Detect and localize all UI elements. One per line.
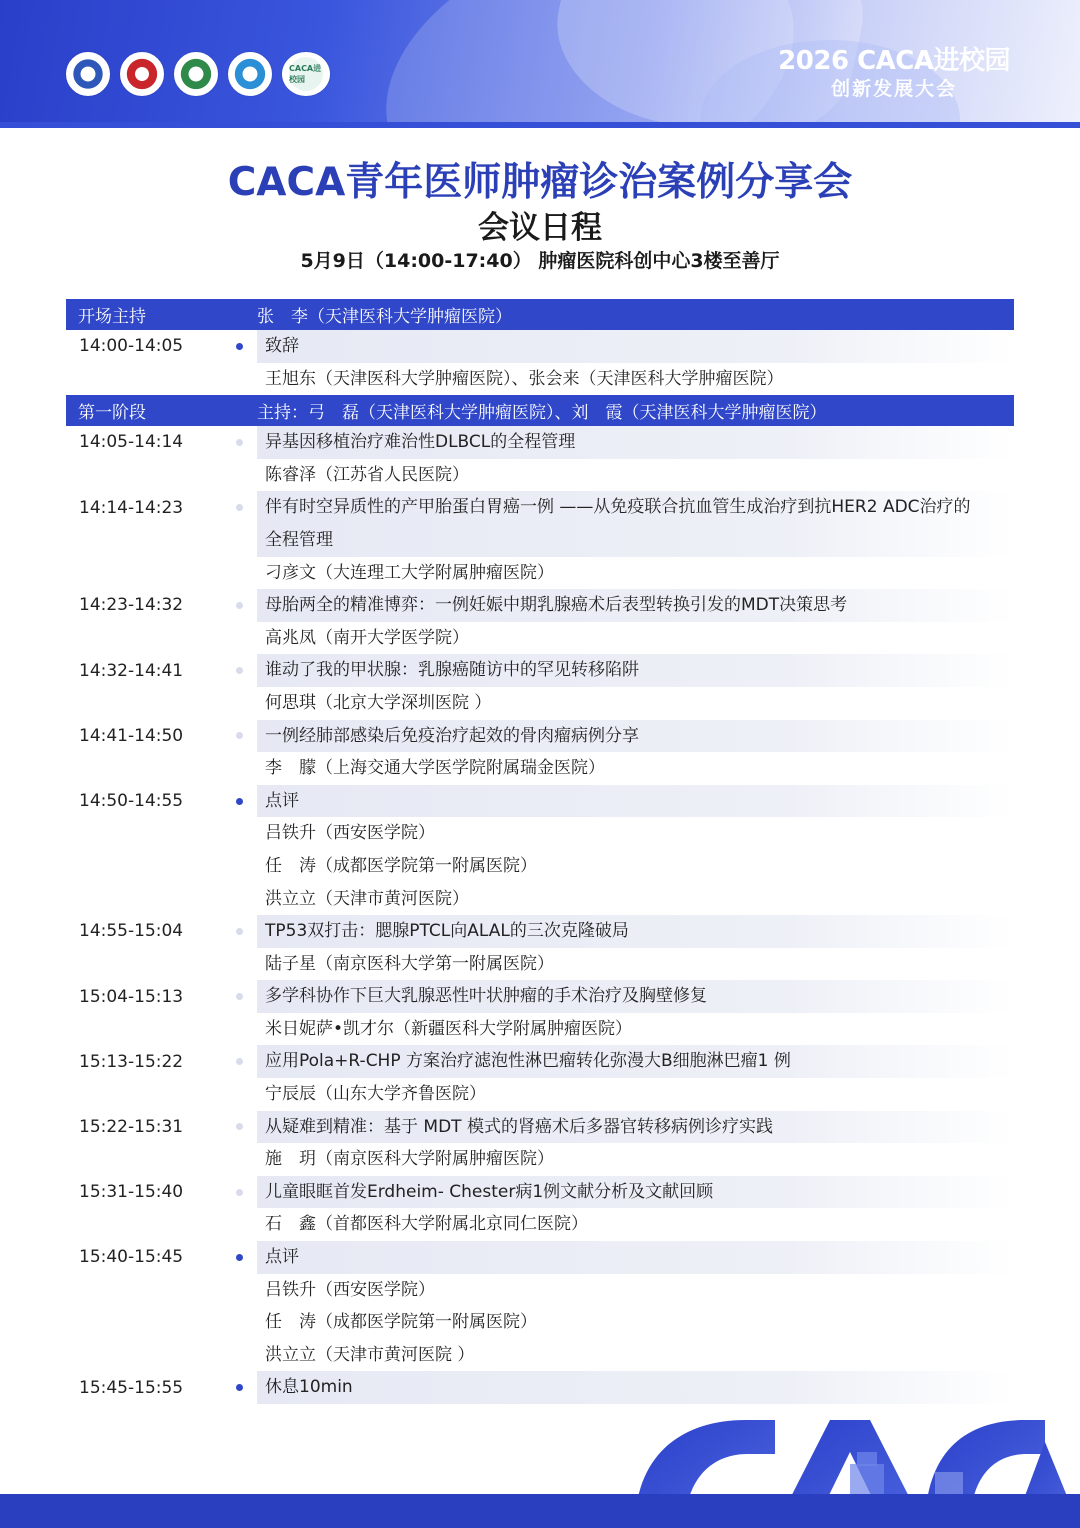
timeline-dot-icon xyxy=(236,504,243,511)
speaker-name: 李 朦（上海交通大学医学院附属瑞金医院） xyxy=(265,758,605,779)
agenda-item xyxy=(66,426,1014,459)
agenda-topic: 多学科协作下巨大乳腺恶性叶状肿瘤的手术治疗及胸壁修复 xyxy=(257,980,1014,1013)
caca-circle-logo xyxy=(228,52,272,96)
speaker-row xyxy=(66,850,1014,883)
date-venue: 5月9日（14:00-17:40） 肿瘤医院科创中心3楼至善厅 xyxy=(300,250,780,272)
speaker-name: 洪立立（天津市黄河医院） xyxy=(265,888,469,909)
speaker-name: 陆子星（南京医科大学第一附属医院） xyxy=(265,953,554,974)
speaker-row xyxy=(66,1143,1014,1176)
agenda-time: 15:13-15:22 xyxy=(79,1051,184,1072)
speaker-row xyxy=(66,557,1014,590)
footer-bar xyxy=(0,1494,1080,1528)
agenda-item xyxy=(66,589,1014,622)
hospital-seal-green-logo xyxy=(174,52,218,96)
agenda-time: 14:00-14:05 xyxy=(79,336,184,357)
section-name: 第一阶段 xyxy=(78,403,146,424)
agenda-topic: 母胎两全的精准博弈：一例妊娠中期乳腺癌术后表型转换引发的MDT决策思考 xyxy=(257,589,1014,622)
speaker-name: 任 涛（成都医学院第一附属医院） xyxy=(265,855,537,876)
timeline-dot-icon xyxy=(236,439,243,446)
speaker-row xyxy=(66,687,1014,720)
tianjin-medical-university-logo xyxy=(66,52,110,96)
timeline-dot-icon xyxy=(236,1123,243,1130)
brand-line-2: 创新发展大会 xyxy=(831,78,958,100)
agenda-item xyxy=(66,915,1014,948)
speaker-row xyxy=(66,459,1014,492)
agenda-time: 14:14-14:23 xyxy=(79,497,184,518)
brand-line-1: 2026 CACA进校园 xyxy=(778,46,1010,76)
agenda-item xyxy=(66,654,1014,687)
agenda-item xyxy=(66,980,1014,1013)
agenda-item xyxy=(66,1241,1014,1274)
section-host: 主持：弓 磊（天津医科大学肿瘤医院）、刘 霞（天津医科大学肿瘤医院） xyxy=(257,403,827,424)
speaker-row xyxy=(66,363,1014,396)
agenda-item xyxy=(66,1371,1014,1404)
speaker-name: 陈睿泽（江苏省人民医院） xyxy=(265,464,469,485)
speaker-name: 石 鑫（首都医科大学附属北京同仁医院） xyxy=(265,1214,588,1235)
event-brand xyxy=(778,46,1010,102)
hospital-seal-red-logo xyxy=(120,52,164,96)
agenda-time: 15:40-15:45 xyxy=(79,1247,184,1268)
speaker-name: 吕铁升（西安医学院） xyxy=(265,823,435,844)
page-subtitle: 会议日程 xyxy=(478,210,602,246)
timeline-dot-icon xyxy=(236,1384,243,1391)
section-name: 开场主持 xyxy=(78,307,146,327)
header-banner xyxy=(0,0,1080,128)
timeline-dot-icon xyxy=(236,1058,243,1065)
agenda-time: 14:41-14:50 xyxy=(79,725,184,746)
timeline-dot-icon xyxy=(236,667,243,674)
section-entries xyxy=(66,426,1014,1404)
agenda-time: 14:32-14:41 xyxy=(79,660,184,681)
speaker-name: 何思琪（北京大学深圳医院 ） xyxy=(265,692,492,713)
speaker-row xyxy=(66,948,1014,981)
page-title: CACA青年医师肿瘤诊治案例分享会 xyxy=(227,160,853,205)
section-entries xyxy=(66,330,1014,395)
speaker-name: 米日妮萨•凯才尔（新疆医科大学附属肿瘤医院） xyxy=(265,1018,633,1039)
timeline-dot-icon xyxy=(236,798,243,805)
agenda-topic: 伴有时空异质性的产甲胎蛋白胃癌一例 ——从免疫联合抗血管生成治疗到抗HER2 ADC治疗的 xyxy=(257,491,1014,524)
speaker-row xyxy=(66,817,1014,850)
speaker-row xyxy=(66,1208,1014,1241)
speaker-name: 施 玥（南京医科大学附属肿瘤医院） xyxy=(265,1149,554,1170)
section-header xyxy=(66,299,1014,330)
agenda-item xyxy=(66,720,1014,753)
section-host: 张 李（天津医科大学肿瘤医院） xyxy=(257,307,512,327)
timeline-dot-icon xyxy=(236,343,243,350)
speaker-name: 宁辰辰（山东大学齐鲁医院） xyxy=(265,1084,486,1105)
speaker-row xyxy=(66,1339,1014,1372)
timeline-dot-icon xyxy=(236,928,243,935)
agenda-item xyxy=(66,491,1014,524)
agenda-time: 15:22-15:31 xyxy=(79,1116,184,1137)
agenda-item xyxy=(66,785,1014,818)
speaker-name: 吕铁升（西安医学院） xyxy=(265,1279,435,1300)
speaker-row xyxy=(66,1013,1014,1046)
agenda-item xyxy=(66,1111,1014,1144)
agenda-topic-continued xyxy=(66,524,1014,557)
agenda-topic: 一例经肺部感染后免疫治疗起效的骨肉瘤病例分享 xyxy=(257,720,1014,753)
speaker-row xyxy=(66,1306,1014,1339)
agenda-topic: 谁动了我的甲状腺：乳腺癌随访中的罕见转移陷阱 xyxy=(257,654,1014,687)
agenda-time: 14:05-14:14 xyxy=(79,432,184,453)
speaker-name: 王旭东（天津医科大学肿瘤医院）、张会来（天津医科大学肿瘤医院） xyxy=(265,368,784,389)
agenda-topic-line2: 全程管理 xyxy=(257,524,1014,557)
agenda-topic: 儿童眼眶首发Erdheim- Chester病1例文献分析及文献回顾 xyxy=(257,1176,1014,1209)
agenda-time: 14:55-15:04 xyxy=(79,921,184,942)
agenda-schedule xyxy=(66,299,1014,1404)
agenda-item xyxy=(66,1045,1014,1078)
agenda-topic: 从疑难到精准：基于 MDT 模式的肾癌术后多器官转移病例诊疗实践 xyxy=(257,1111,1014,1144)
agenda-topic: 休息10min xyxy=(257,1371,1014,1404)
speaker-name: 洪立立（天津市黄河医院 ） xyxy=(265,1344,475,1365)
speaker-row xyxy=(66,752,1014,785)
agenda-topic: 应用Pola+R-CHP 方案治疗滤泡性淋巴瘤转化弥漫大B细胞淋巴瘤1 例 xyxy=(257,1045,1014,1078)
agenda-topic: 点评 xyxy=(257,1241,1014,1274)
speaker-row xyxy=(66,1274,1014,1307)
timeline-dot-icon xyxy=(236,993,243,1000)
agenda-time: 15:04-15:13 xyxy=(79,986,184,1007)
agenda-time: 15:45-15:55 xyxy=(79,1377,184,1398)
speaker-row xyxy=(66,622,1014,655)
agenda-topic: 异基因移植治疗难治性DLBCL的全程管理 xyxy=(257,426,1014,459)
timeline-dot-icon xyxy=(236,1189,243,1196)
timeline-dot-icon xyxy=(236,602,243,609)
agenda-topic: 点评 xyxy=(257,785,1014,818)
speaker-row xyxy=(66,1078,1014,1111)
caca-campus-logo: CACA进校园 xyxy=(282,52,330,96)
agenda-topic: TP53双打击：腮腺PTCL向ALAL的三次克隆破局 xyxy=(257,915,1014,948)
agenda-topic: 致辞 xyxy=(257,330,1014,363)
speaker-name: 刁彦文（大连理工大学附属肿瘤医院） xyxy=(265,562,554,583)
speaker-name: 任 涛（成都医学院第一附属医院） xyxy=(265,1312,537,1333)
section-header xyxy=(66,395,1014,426)
agenda-time: 14:23-14:32 xyxy=(79,595,184,616)
timeline-dot-icon xyxy=(236,732,243,739)
speaker-name: 高兆凤（南开大学医学院） xyxy=(265,627,469,648)
timeline-dot-icon xyxy=(236,1254,243,1261)
agenda-item xyxy=(66,1176,1014,1209)
agenda-item xyxy=(66,330,1014,363)
speaker-row xyxy=(66,883,1014,916)
partner-logos xyxy=(66,52,330,96)
banner-divider xyxy=(0,122,1080,128)
agenda-time: 14:50-14:55 xyxy=(79,791,184,812)
agenda-time: 15:31-15:40 xyxy=(79,1182,184,1203)
